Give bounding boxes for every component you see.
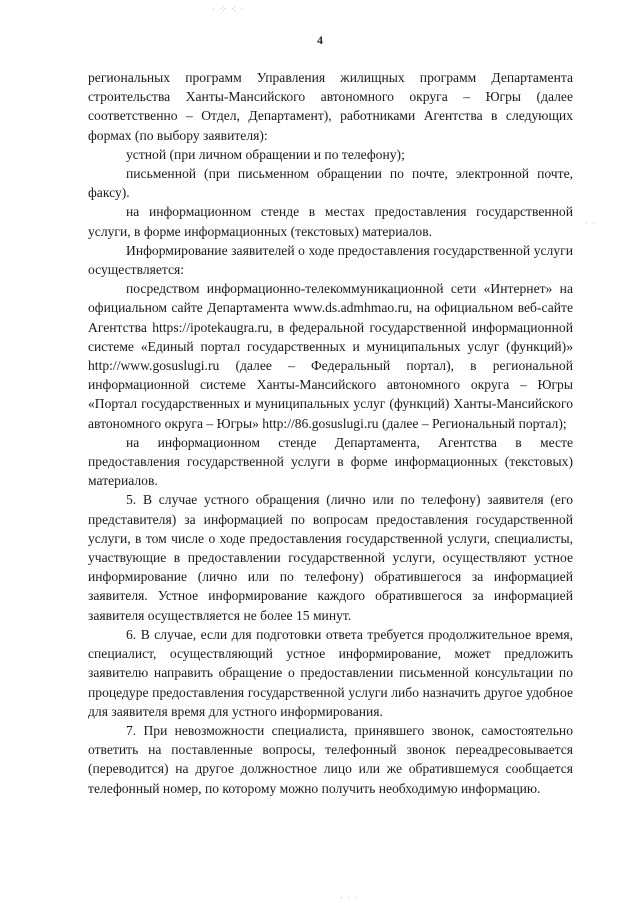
page-number: 4 bbox=[317, 33, 323, 47]
paragraph: посредством информационно-телекоммуникационной сети «Интернет» на официальном сайте Департамента www.ds.admhmao.ru, на официальном веб-сайте Агентства https://ipotekaugra.ru, в федеральной государственной информационной системе «Единый портал государственных и муниципальных услуг (функций)» http://www.gosuslugi.ru (далее – Федеральный портал), в региональной информационной системе Ханты-Мансийского автономного округа – Югры «Портал государственных и муниципальных услуг (функций) Ханты-Мансийского автономного округа – Югры» http://86.gosuslugi.ru (далее – Региональный портал); bbox=[88, 281, 573, 431]
paragraph: устной (при личном обращении и по телефону); bbox=[126, 146, 405, 162]
paragraph: на информационном стенде в местах предоставления государственной услуги, в форме информационных (текстовых) материалов. bbox=[88, 204, 573, 239]
scan-artifact-bottom: · · · bbox=[340, 893, 359, 903]
paragraph: письменной (при письменном обращении по почте, электронной почте, факсу). bbox=[88, 166, 573, 201]
document-body bbox=[88, 68, 573, 798]
paragraph: региональных программ Управления жилищных программ Департамента строительства Ханты-Мансийского автономного округа – Югры (далее соответственно – Отдел, Департамент), работниками Агентства в следующих формах (по выбору заявителя): bbox=[88, 70, 573, 143]
scan-artifact-top: · ⁘ ⁖ · bbox=[212, 4, 245, 14]
paragraph: 5. В случае устного обращения (лично или по телефону) заявителя (его представителя) за информацией по вопросам предоставления государственной услуги, в том числе о ходе предоставления государственной услуги, специалисты, участвующие в предоставлении государственной услуги, осуществляют устное информирование (лично или по телефону) обратившегося за информацией заявителя. Устное информирование каждого обратившегося за информацией заявителя осуществляется не более 15 минут. bbox=[88, 492, 573, 623]
paragraph: Информирование заявителей о ходе предоставления государственной услуги осуществляется: bbox=[88, 242, 573, 278]
scan-artifact-right: · · bbox=[585, 218, 597, 228]
paragraph: 7. При невозможности специалиста, принявшего звонок, самостоятельно ответить на поставленные вопросы, телефонный звонок переадресовывается (переводится) на другое должностное лицо или же обратившемуся сообщается телефонный номер, по которому можно получить необходимую информацию. bbox=[88, 722, 573, 796]
paragraph: на информационном стенде Департамента, Агентства в месте предоставления государственной услуги в форме информационных (текстовых) материалов. bbox=[88, 434, 573, 489]
paragraph: 6. В случае, если для подготовки ответа требуется продолжительное время, специалист, осуществляющий устное информирование, может предложить заявителю направить обращение о предоставлении письменной консультации по процедуре предоставления государственной услуги либо назначить другое удобное для заявителя время для устного информирования. bbox=[88, 626, 573, 719]
